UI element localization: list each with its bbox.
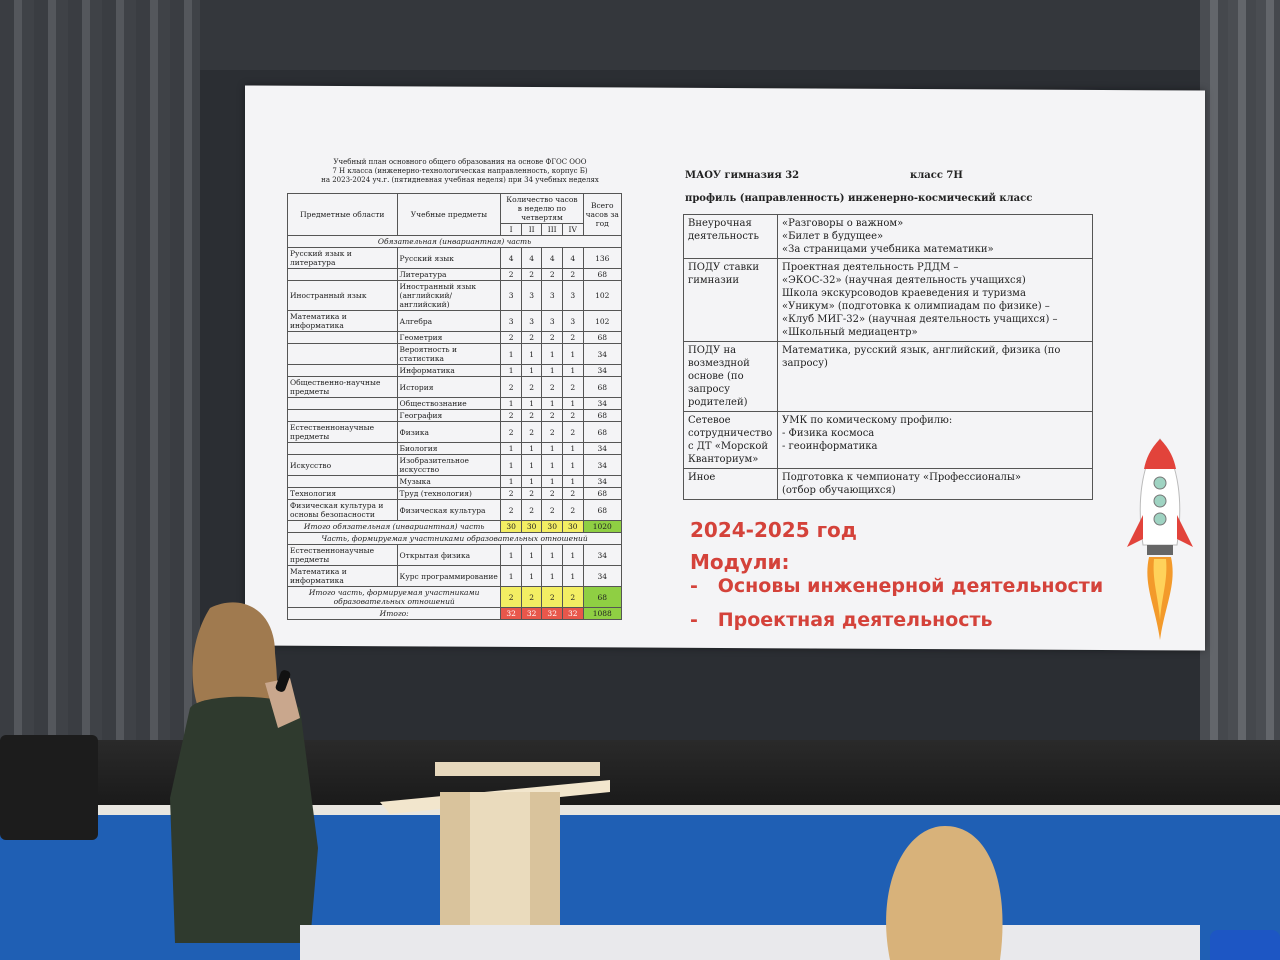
header-total: Всего часов за год [583, 194, 622, 236]
hours-cell: 1 [542, 398, 563, 410]
activity-type-cell: Сетевое сотрудничество с ДТ «Морской Кванториум» [684, 412, 778, 469]
section-row [288, 236, 622, 248]
total-hours-cell: 32 [501, 608, 522, 620]
subject-cell: Обществознание [397, 398, 501, 410]
area-cell [288, 476, 398, 488]
hours-cell: 1 [501, 398, 522, 410]
hours-cell: 2 [542, 500, 563, 521]
module-item: - Основы инженерной деятельности [690, 575, 1104, 597]
area-cell: Математика и информатика [288, 311, 398, 332]
extracurricular-table [683, 214, 1093, 500]
year-heading: 2024-2025 год [690, 518, 857, 542]
area-cell: Общественно-научные предметы [288, 377, 398, 398]
total-cell: 102 [583, 281, 622, 311]
header-hours: Количество часов в неделю по четвертям [501, 194, 583, 224]
hours-cell: 1 [542, 365, 563, 377]
area-cell [288, 344, 398, 365]
hours-cell: 1 [501, 545, 522, 566]
rocket-illustration [1125, 435, 1195, 645]
hours-cell: 1 [521, 365, 542, 377]
area-cell [288, 410, 398, 422]
hours-cell: 1 [521, 566, 542, 587]
activity-type-cell: Иное [684, 469, 778, 500]
total-hours-cell: 30 [542, 521, 563, 533]
hours-cell: 3 [501, 311, 522, 332]
hours-cell: 2 [501, 377, 522, 398]
area-cell [288, 269, 398, 281]
total-cell: 68 [583, 410, 622, 422]
header-quarter: III [542, 224, 563, 236]
hours-cell: 2 [521, 377, 542, 398]
total-hours-cell: 30 [501, 521, 522, 533]
hours-cell: 1 [562, 365, 583, 377]
subject-cell: Геометрия [397, 332, 501, 344]
header-quarter: II [521, 224, 542, 236]
table-row [288, 365, 622, 377]
hours-cell: 2 [521, 500, 542, 521]
subject-cell: Труд (технология) [397, 488, 501, 500]
hours-cell: 2 [521, 410, 542, 422]
hours-cell: 2 [562, 500, 583, 521]
subject-cell: Изобразительное искусство [397, 455, 501, 476]
hours-cell: 2 [501, 500, 522, 521]
hours-cell: 1 [562, 443, 583, 455]
hours-cell: 1 [562, 545, 583, 566]
area-cell: Математика и информатика [288, 566, 398, 587]
total-cell: 34 [583, 443, 622, 455]
total-hours-cell: 2 [501, 587, 522, 608]
hours-cell: 1 [521, 455, 542, 476]
hours-cell: 2 [521, 332, 542, 344]
total-label: Итого обязательная (инвариантная) часть [288, 521, 501, 533]
module-label: Проектная деятельность [717, 609, 993, 631]
hours-cell: 2 [562, 377, 583, 398]
total-cell: 34 [583, 455, 622, 476]
table-row [288, 377, 622, 398]
total-cell: 136 [583, 248, 622, 269]
hours-cell: 1 [542, 545, 563, 566]
total-cell: 68 [583, 377, 622, 398]
table-row [288, 488, 622, 500]
podium [380, 762, 610, 952]
table-row [288, 398, 622, 410]
section-label: Часть, формируемая участниками образовательных отношений [288, 533, 622, 545]
subject-cell: История [397, 377, 501, 398]
hours-cell: 1 [562, 455, 583, 476]
hours-cell: 1 [562, 476, 583, 488]
total-hours-cell: 30 [562, 521, 583, 533]
extracurricular-row [684, 412, 1093, 469]
total-cell: 34 [583, 476, 622, 488]
subject-cell: Физика [397, 422, 501, 443]
curtain-top [190, 0, 1210, 70]
hours-cell: 1 [501, 566, 522, 587]
area-cell [288, 398, 398, 410]
area-cell [288, 443, 398, 455]
table-row [288, 332, 622, 344]
hours-cell: 3 [542, 281, 563, 311]
total-label: Итого часть, формируемая участниками образовательных отношений [288, 587, 501, 608]
hours-cell: 1 [521, 545, 542, 566]
section-label: Обязательная (инвариантная) часть [288, 236, 622, 248]
table-row [288, 248, 622, 269]
presenter-figure [170, 598, 330, 943]
total-hours-cell: 30 [521, 521, 542, 533]
area-cell [288, 365, 398, 377]
subject-cell: Алгебра [397, 311, 501, 332]
front-desk [300, 925, 1200, 960]
activity-details-cell: Проектная деятельность РДДМ – «ЭКОС-32» (научная деятельность учащихся) Школа экскурсоводов краеведения и туризма «Уникум» (подготовка к олимпиадам по физике) – «Клуб МИГ-32» (научная деятельность учащихся) – «Школьный медиацентр» [778, 259, 1093, 342]
hours-cell: 4 [542, 248, 563, 269]
hours-cell: 2 [542, 332, 563, 344]
activity-details-cell: Подготовка к чемпионату «Профессионалы» (отбор обучающихся) [778, 469, 1093, 500]
area-cell: Естественнонаучные предметы [288, 545, 398, 566]
hours-cell: 1 [501, 443, 522, 455]
hours-cell: 2 [562, 332, 583, 344]
activity-type-cell: ПОДУ ставки гимназии [684, 259, 778, 342]
total-cell: 68 [583, 422, 622, 443]
plan-title [300, 158, 620, 185]
total-hours-cell: 2 [562, 587, 583, 608]
hours-cell: 1 [521, 344, 542, 365]
area-cell: Русский язык и литература [288, 248, 398, 269]
hours-cell: 2 [562, 410, 583, 422]
area-cell: Физическая культура и основы безопасности [288, 500, 398, 521]
hours-cell: 3 [562, 311, 583, 332]
audience-member-head [870, 826, 1010, 960]
hours-cell: 1 [501, 476, 522, 488]
hours-cell: 2 [542, 488, 563, 500]
total-cell: 102 [583, 311, 622, 332]
extracurricular-row [684, 259, 1093, 342]
table-row [288, 269, 622, 281]
activity-type-cell: ПОДУ на возмездной основе (по запросу родителей) [684, 342, 778, 412]
table-row [288, 566, 622, 587]
subject-cell: Физическая культура [397, 500, 501, 521]
total-cell: 68 [583, 269, 622, 281]
subject-cell: Открытая физика [397, 545, 501, 566]
total-hours-cell: 32 [521, 608, 542, 620]
extracurricular-row [684, 342, 1093, 412]
hours-cell: 3 [542, 311, 563, 332]
extracurricular-body [684, 215, 1093, 500]
hours-cell: 1 [521, 476, 542, 488]
activity-details-cell: Математика, русский язык, английский, физика (по запросу) [778, 342, 1093, 412]
total-row [288, 521, 622, 533]
hours-cell: 2 [562, 422, 583, 443]
table-row [288, 443, 622, 455]
module-label: Основы инженерной деятельности [717, 575, 1104, 597]
profile-label: профиль (направленность) инженерно-космический класс [685, 193, 1033, 204]
total-cell: 68 [583, 500, 622, 521]
total-cell: 34 [583, 398, 622, 410]
hours-cell: 1 [521, 398, 542, 410]
curtain-right [1200, 0, 1280, 745]
total-cell: 34 [583, 566, 622, 587]
school-name: МАОУ гимназия 32 [685, 170, 800, 181]
hours-cell: 3 [521, 311, 542, 332]
hours-cell: 1 [542, 566, 563, 587]
total-row [288, 608, 622, 620]
hours-cell: 2 [542, 269, 563, 281]
hours-cell: 2 [521, 488, 542, 500]
extracurricular-row [684, 469, 1093, 500]
header-subjects: Учебные предметы [397, 194, 501, 236]
hours-cell: 3 [562, 281, 583, 311]
header-quarter: I [501, 224, 522, 236]
area-cell: Искусство [288, 455, 398, 476]
plan-title-line: Учебный план основного общего образования на основе ФГОС ООО [333, 158, 587, 166]
table-row [288, 500, 622, 521]
total-label: Итого: [288, 608, 501, 620]
hours-cell: 2 [542, 422, 563, 443]
area-cell [288, 332, 398, 344]
hours-cell: 2 [501, 269, 522, 281]
total-cell: 68 [583, 332, 622, 344]
hours-cell: 2 [562, 269, 583, 281]
total-hours-cell: 2 [521, 587, 542, 608]
hours-cell: 2 [501, 410, 522, 422]
hours-cell: 2 [542, 377, 563, 398]
hours-cell: 1 [542, 455, 563, 476]
audience-seat [1210, 930, 1280, 960]
hours-cell: 1 [542, 344, 563, 365]
subject-cell: Курс программирование [397, 566, 501, 587]
subject-cell: Литература [397, 269, 501, 281]
table-row [288, 410, 622, 422]
class-name: класс 7Н [910, 170, 963, 181]
table-row [288, 281, 622, 311]
activity-details-cell: УМК по комическому профилю: - Физика космоса - геоинформатика [778, 412, 1093, 469]
area-cell: Естественнонаучные предметы [288, 422, 398, 443]
table-row [288, 311, 622, 332]
area-cell: Иностранный язык [288, 281, 398, 311]
total-hours-cell: 2 [542, 587, 563, 608]
hours-cell: 4 [562, 248, 583, 269]
hours-cell: 4 [521, 248, 542, 269]
area-cell: Технология [288, 488, 398, 500]
table-row [288, 422, 622, 443]
total-sum-cell: 68 [583, 587, 622, 608]
modules-heading: Модули: [690, 550, 790, 574]
hours-cell: 1 [501, 344, 522, 365]
hours-cell: 2 [501, 332, 522, 344]
subject-cell: Музыка [397, 476, 501, 488]
hours-cell: 1 [501, 455, 522, 476]
subject-cell: Русский язык [397, 248, 501, 269]
table-row [288, 455, 622, 476]
total-hours-cell: 32 [562, 608, 583, 620]
hours-cell: 1 [562, 398, 583, 410]
total-sum-cell: 1020 [583, 521, 622, 533]
hours-cell: 1 [542, 443, 563, 455]
plan-title-line: на 2023-2024 уч.г. (пятидневная учебная неделя) при 34 учебных неделях [321, 176, 599, 184]
table-row [288, 344, 622, 365]
hours-cell: 1 [562, 344, 583, 365]
activity-details-cell: «Разговоры о важном» «Билет в будущее» «За страницами учебника математики» [778, 215, 1093, 259]
total-cell: 68 [583, 488, 622, 500]
total-cell: 34 [583, 545, 622, 566]
table-row [288, 476, 622, 488]
hours-cell: 2 [501, 488, 522, 500]
hours-cell: 3 [501, 281, 522, 311]
hours-cell: 2 [521, 269, 542, 281]
hours-cell: 1 [562, 566, 583, 587]
total-cell: 34 [583, 365, 622, 377]
hours-cell: 3 [521, 281, 542, 311]
header-areas: Предметные области [288, 194, 398, 236]
subject-cell: Информатика [397, 365, 501, 377]
hours-cell: 1 [521, 443, 542, 455]
module-item: - Проектная деятельность [690, 609, 993, 631]
extracurricular-row [684, 215, 1093, 259]
hours-cell: 2 [521, 422, 542, 443]
curriculum-body [288, 236, 622, 620]
hours-cell: 4 [501, 248, 522, 269]
total-cell: 34 [583, 344, 622, 365]
activity-type-cell: Внеурочная деятельность [684, 215, 778, 259]
section-row [288, 533, 622, 545]
total-sum-cell: 1088 [583, 608, 622, 620]
stage-monitor-speaker [0, 735, 98, 840]
hours-cell: 1 [542, 476, 563, 488]
hours-cell: 2 [542, 410, 563, 422]
subject-cell: Биология [397, 443, 501, 455]
hours-cell: 2 [501, 422, 522, 443]
total-hours-cell: 32 [542, 608, 563, 620]
subject-cell: Иностранный язык (английский/английский) [397, 281, 501, 311]
header-quarter: IV [562, 224, 583, 236]
hours-cell: 1 [501, 365, 522, 377]
subject-cell: География [397, 410, 501, 422]
curriculum-table [287, 193, 622, 620]
table-row [288, 545, 622, 566]
plan-title-line: 7 Н класса (инженерно-технологическая направленность, корпус Б) [332, 167, 588, 175]
hours-cell: 2 [562, 488, 583, 500]
subject-cell: Вероятность и статистика [397, 344, 501, 365]
total-row [288, 587, 622, 608]
